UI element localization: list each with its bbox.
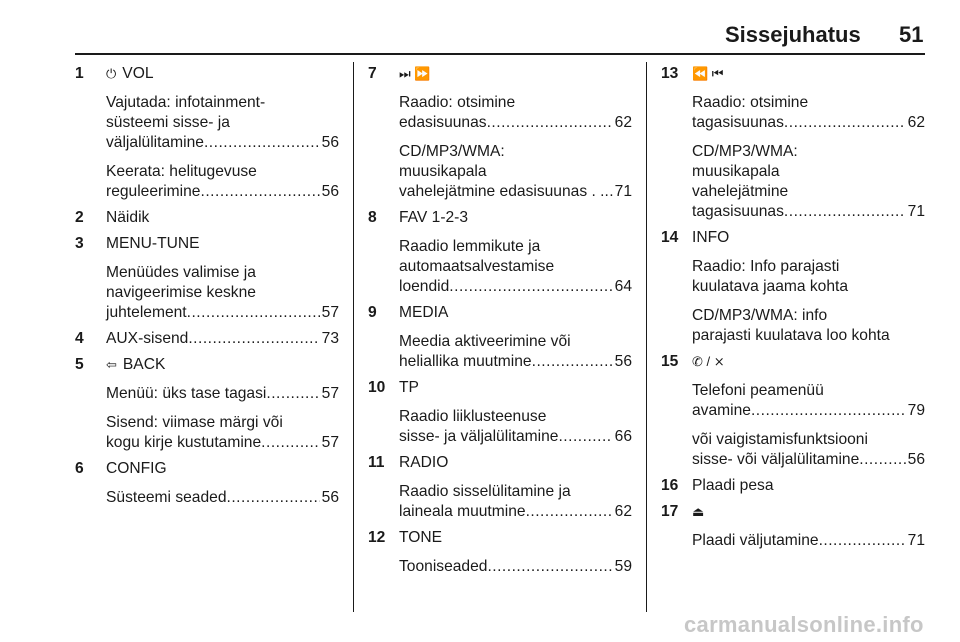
description-block bbox=[692, 430, 925, 470]
description-block bbox=[106, 413, 339, 453]
dot-leader bbox=[487, 113, 613, 133]
description-block bbox=[399, 332, 632, 372]
dot-leader bbox=[227, 488, 320, 508]
page-ref: 56 bbox=[321, 134, 339, 151]
back-icon: ⇦ bbox=[106, 357, 117, 372]
description-block bbox=[106, 263, 339, 323]
page-ref: 64 bbox=[614, 278, 632, 295]
control-entry bbox=[75, 329, 339, 349]
description-text: laineala muutmine bbox=[399, 503, 526, 520]
dot-leader bbox=[449, 277, 612, 297]
control-heading bbox=[106, 64, 339, 84]
dot-leader bbox=[204, 133, 320, 153]
dot-leader bbox=[188, 329, 319, 349]
description-line: süsteemi sisse- ja bbox=[106, 114, 230, 131]
description-text: sisse- või väljalülitamine bbox=[692, 451, 860, 468]
control-heading bbox=[692, 502, 925, 522]
page-ref: 57 bbox=[321, 304, 339, 321]
page-ref: 62 bbox=[907, 114, 925, 131]
description-line: Raadio: otsimine bbox=[399, 94, 516, 111]
control-number: 2 bbox=[75, 209, 84, 226]
description-block bbox=[399, 142, 632, 202]
control-label: Näidik bbox=[106, 209, 150, 226]
control-heading bbox=[399, 378, 632, 398]
dot-leader bbox=[784, 113, 906, 133]
description-text: sisse- ja väljalülitamine bbox=[399, 428, 559, 445]
control-label: AUX-sisend bbox=[106, 330, 189, 347]
dot-leader bbox=[487, 557, 612, 577]
control-heading bbox=[692, 476, 925, 496]
description-block bbox=[692, 381, 925, 421]
description-block bbox=[399, 407, 632, 447]
page-reference-line bbox=[399, 113, 632, 133]
description-block bbox=[692, 142, 925, 222]
dot-leader bbox=[604, 182, 612, 202]
description-line: Raadio sisselülitamine ja bbox=[399, 483, 571, 500]
description-block bbox=[106, 384, 339, 404]
page-reference-line bbox=[692, 531, 925, 551]
description-line: CD/MP3/WMA: bbox=[399, 143, 505, 160]
control-label: BACK bbox=[122, 356, 166, 373]
description-block bbox=[399, 237, 632, 297]
description-line: CD/MP3/WMA: bbox=[692, 143, 798, 160]
control-number: 13 bbox=[661, 65, 679, 82]
column-divider-2 bbox=[646, 62, 647, 612]
control-number: 9 bbox=[368, 304, 377, 321]
control-number: 11 bbox=[368, 454, 385, 471]
description-text: avamine bbox=[692, 402, 751, 419]
control-number: 14 bbox=[661, 229, 679, 246]
page-reference-line bbox=[692, 113, 925, 133]
description-line: Telefoni peamenüü bbox=[692, 382, 824, 399]
description-line: Meedia aktiveerimine või bbox=[399, 333, 571, 350]
control-entry bbox=[661, 502, 925, 551]
description-text: heliallika muutmine bbox=[399, 353, 532, 370]
control-number: 7 bbox=[368, 65, 377, 82]
description-line: parajasti kuulatava loo kohta bbox=[692, 327, 890, 344]
description-text: reguleerimine bbox=[106, 183, 201, 200]
description-text: edasisuunas bbox=[399, 114, 487, 131]
description-line: Menüüdes valimise ja bbox=[106, 264, 256, 281]
control-entry bbox=[75, 234, 339, 323]
control-entry bbox=[368, 64, 632, 202]
control-number: 15 bbox=[661, 353, 679, 370]
page-reference-line bbox=[399, 427, 632, 447]
skip-forward-icon: ⏭ ⏩ bbox=[399, 66, 431, 81]
description-line: CD/MP3/WMA: info bbox=[692, 307, 828, 324]
page-ref: 59 bbox=[614, 558, 632, 575]
control-entry bbox=[368, 528, 632, 577]
description-block bbox=[106, 93, 339, 153]
description-line: Keerata: helitugevuse bbox=[106, 163, 257, 180]
page-reference-line bbox=[399, 352, 632, 372]
description-block bbox=[692, 93, 925, 133]
control-label: VOL bbox=[122, 65, 154, 82]
page-reference-line bbox=[692, 401, 925, 421]
dot-leader bbox=[532, 352, 613, 372]
control-label: Plaadi pesa bbox=[692, 477, 774, 494]
header-divider bbox=[75, 53, 925, 55]
control-number: 12 bbox=[368, 529, 386, 546]
description-block bbox=[692, 306, 925, 346]
control-heading bbox=[399, 453, 632, 473]
control-number: 6 bbox=[75, 460, 84, 477]
column-divider-1 bbox=[353, 62, 354, 612]
control-entry bbox=[75, 355, 339, 453]
description-line: muusikapala bbox=[692, 163, 780, 180]
control-entry bbox=[661, 228, 925, 346]
skip-back-icon: ⏪ ⏮ bbox=[692, 66, 724, 81]
control-label: CONFIG bbox=[106, 460, 167, 477]
column-1 bbox=[75, 64, 339, 514]
description-block bbox=[399, 93, 632, 133]
control-heading bbox=[399, 64, 632, 84]
page-ref: 56 bbox=[321, 183, 339, 200]
control-label: TP bbox=[399, 379, 419, 396]
description-line: Vajutada: infotainment- bbox=[106, 94, 266, 111]
description-line: Raadio: otsimine bbox=[692, 94, 809, 111]
page-reference-line bbox=[106, 182, 339, 202]
control-heading bbox=[106, 459, 339, 479]
description-text: kogu kirje kustutamine bbox=[106, 434, 262, 451]
page-reference-line bbox=[692, 202, 925, 222]
control-label: TONE bbox=[399, 529, 443, 546]
description-line: kuulatava jaama kohta bbox=[692, 278, 849, 295]
dot-leader bbox=[819, 531, 906, 551]
dot-leader bbox=[558, 427, 612, 447]
control-label: RADIO bbox=[399, 454, 449, 471]
control-heading bbox=[399, 208, 632, 228]
control-label: INFO bbox=[692, 229, 730, 246]
page-ref: 57 bbox=[321, 434, 339, 451]
column-3 bbox=[661, 64, 925, 557]
control-entry bbox=[368, 378, 632, 447]
control-label: MEDIA bbox=[399, 304, 449, 321]
page-title: Sissejuhatus bbox=[725, 22, 861, 47]
control-heading bbox=[106, 208, 339, 228]
description-block bbox=[106, 488, 339, 508]
page-reference-line bbox=[399, 277, 632, 297]
description-block bbox=[399, 557, 632, 577]
control-entry bbox=[661, 352, 925, 470]
page-ref: 66 bbox=[614, 428, 632, 445]
description-text: väljalülitamine bbox=[106, 134, 204, 151]
control-entry bbox=[368, 303, 632, 372]
control-entry bbox=[368, 453, 632, 522]
control-heading bbox=[399, 303, 632, 323]
control-label: MENU-TUNE bbox=[106, 235, 200, 252]
description-line: muusikapala bbox=[399, 163, 487, 180]
page-ref: 56 bbox=[614, 353, 632, 370]
control-number: 16 bbox=[661, 477, 679, 494]
page-reference-line bbox=[106, 384, 339, 404]
dot-leader bbox=[526, 502, 613, 522]
description-line: Sisend: viimase märgi või bbox=[106, 414, 283, 431]
page-ref: 62 bbox=[614, 503, 632, 520]
dot-leader bbox=[200, 182, 319, 202]
control-number: 10 bbox=[368, 379, 386, 396]
control-heading bbox=[106, 355, 339, 375]
dot-leader bbox=[784, 202, 906, 222]
description-text: tagasisuunas bbox=[692, 203, 784, 220]
page-ref: 73 bbox=[321, 330, 339, 347]
power-icon: ⏻ bbox=[106, 66, 117, 81]
control-number: 3 bbox=[75, 235, 84, 252]
control-heading bbox=[106, 234, 339, 254]
page-reference-line bbox=[106, 488, 339, 508]
description-text: Plaadi väljutamine bbox=[692, 532, 819, 549]
description-block bbox=[692, 531, 925, 551]
page-reference-line bbox=[692, 450, 925, 470]
page-reference-line bbox=[106, 133, 339, 153]
control-entry bbox=[75, 64, 339, 202]
description-text: Tooniseaded bbox=[399, 558, 488, 575]
control-heading bbox=[692, 64, 925, 84]
description-text: loendid bbox=[399, 278, 450, 295]
control-heading bbox=[692, 352, 925, 372]
watermark-logo: carmanualsonline.info bbox=[684, 612, 924, 637]
page-ref: 62 bbox=[614, 114, 632, 131]
phone-icon: ✆ / ⨯ bbox=[692, 354, 725, 369]
description-line: Raadio liiklusteenuse bbox=[399, 408, 547, 425]
page-reference-line bbox=[399, 502, 632, 522]
control-number: 5 bbox=[75, 356, 84, 373]
page-number: 51 bbox=[899, 22, 924, 47]
control-entry bbox=[661, 64, 925, 222]
description-block bbox=[399, 482, 632, 522]
page-ref: 56 bbox=[321, 489, 339, 506]
description-text: Süsteemi seaded bbox=[106, 489, 227, 506]
description-block bbox=[106, 162, 339, 202]
description-text: juhtelement bbox=[106, 304, 187, 321]
description-line: automaatsalvestamise bbox=[399, 258, 555, 275]
page-reference-line bbox=[399, 182, 632, 202]
control-number: 1 bbox=[75, 65, 84, 82]
control-heading bbox=[692, 228, 925, 248]
description-line: navigeerimise keskne bbox=[106, 284, 256, 301]
description-text: Menüü: üks tase tagasi bbox=[106, 385, 267, 402]
description-block bbox=[692, 257, 925, 297]
page-reference-line bbox=[399, 557, 632, 577]
dot-leader bbox=[261, 433, 319, 453]
description-text: vahelejätmine edasisuunas . . bbox=[399, 183, 605, 200]
page-ref: 71 bbox=[907, 203, 925, 220]
control-entry bbox=[661, 476, 925, 496]
control-label: FAV 1-2-3 bbox=[399, 209, 469, 226]
dot-leader bbox=[266, 384, 319, 404]
page-ref: 71 bbox=[907, 532, 925, 549]
control-entry bbox=[368, 208, 632, 297]
page-ref: 56 bbox=[907, 451, 925, 468]
page-reference-line bbox=[106, 303, 339, 323]
dot-leader bbox=[859, 450, 905, 470]
description-line: Raadio lemmikute ja bbox=[399, 238, 541, 255]
description-text: tagasisuunas bbox=[692, 114, 784, 131]
column-2 bbox=[368, 64, 632, 583]
control-number: 17 bbox=[661, 503, 679, 520]
description-line: vahelejätmine bbox=[692, 183, 789, 200]
description-line: või vaigistamisfunktsiooni bbox=[692, 431, 868, 448]
description-line: Raadio: Info parajasti bbox=[692, 258, 840, 275]
dot-leader bbox=[187, 303, 320, 323]
control-number: 8 bbox=[368, 209, 377, 226]
dot-leader bbox=[751, 401, 906, 421]
control-heading bbox=[106, 329, 339, 349]
control-entry bbox=[75, 208, 339, 228]
eject-icon: ⏏ bbox=[692, 504, 705, 519]
page-reference-line bbox=[106, 433, 339, 453]
control-heading bbox=[399, 528, 632, 548]
control-entry bbox=[75, 459, 339, 508]
page-ref: 79 bbox=[907, 402, 925, 419]
page-ref: 71 bbox=[614, 183, 632, 200]
page-ref: 57 bbox=[321, 385, 339, 402]
control-number: 4 bbox=[75, 330, 84, 347]
